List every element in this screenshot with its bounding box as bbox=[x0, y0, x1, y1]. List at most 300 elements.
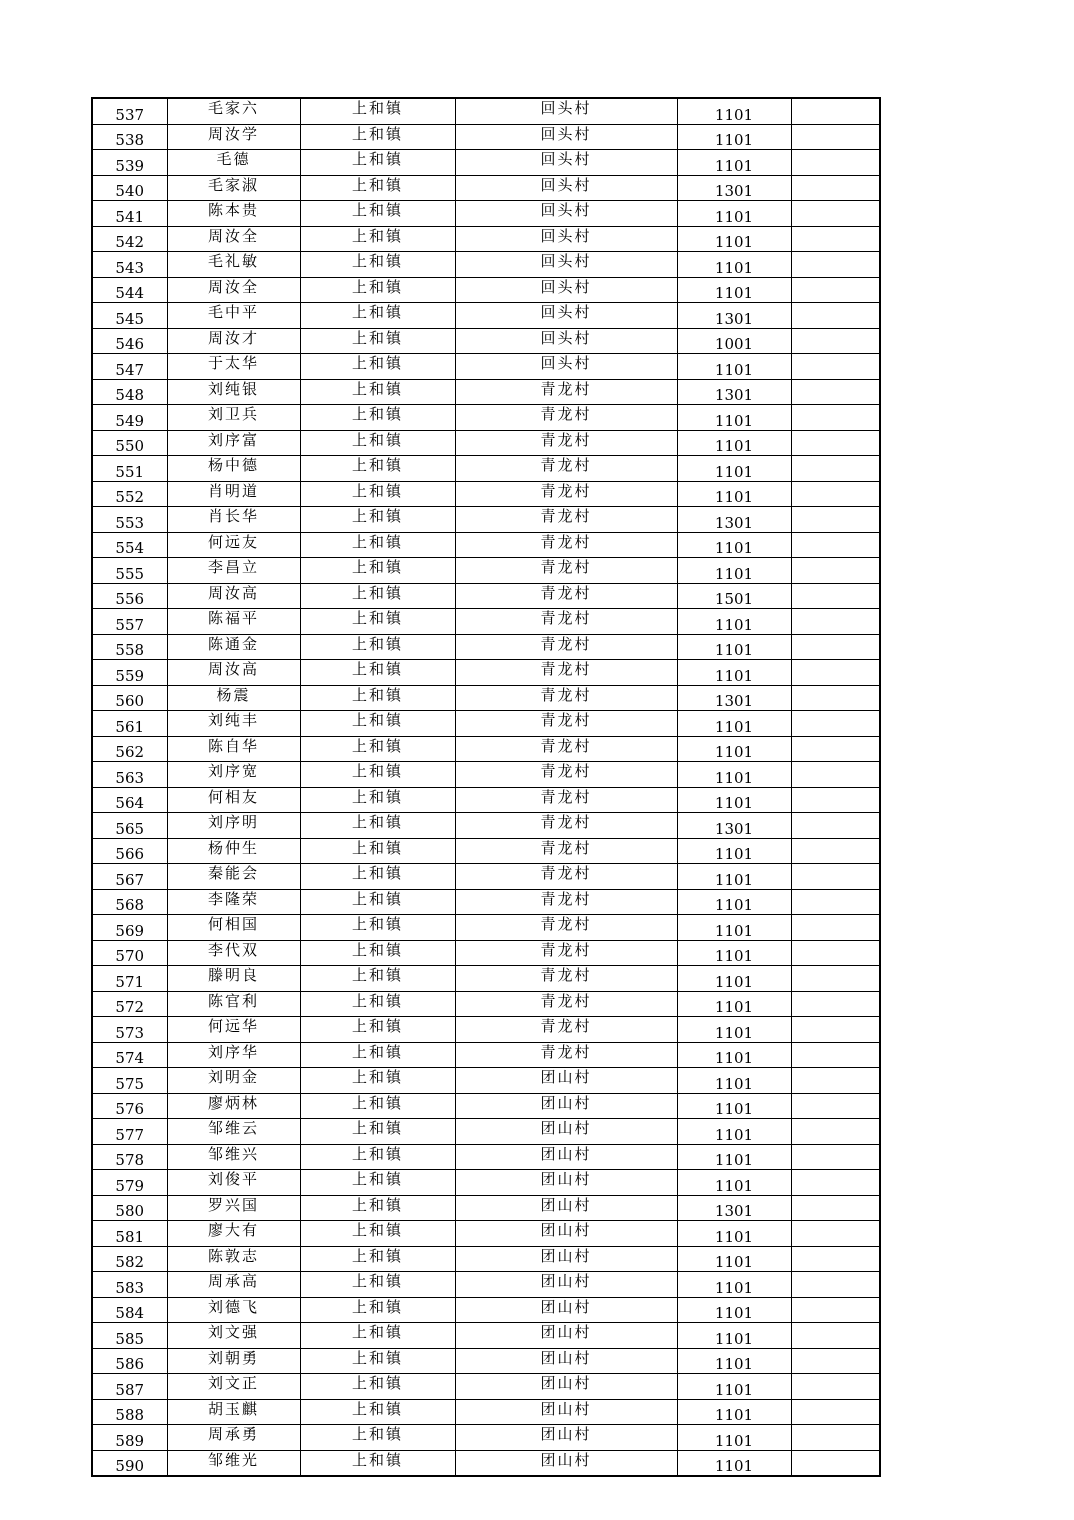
name-cell: 陈敦志 bbox=[167, 1246, 300, 1272]
town-cell: 上和镇 bbox=[300, 736, 455, 762]
blank-cell bbox=[791, 1246, 880, 1272]
row-number-cell: 567 bbox=[92, 864, 167, 890]
table-row bbox=[92, 1170, 880, 1196]
town-cell: 上和镇 bbox=[300, 1399, 455, 1425]
village-cell: 回头村 bbox=[455, 98, 677, 124]
name-cell: 李代双 bbox=[167, 940, 300, 966]
code-cell: 1101 bbox=[677, 124, 791, 150]
code-cell: 1101 bbox=[677, 277, 791, 303]
row-number-cell: 587 bbox=[92, 1374, 167, 1400]
table-row bbox=[92, 1093, 880, 1119]
village-cell: 回头村 bbox=[455, 175, 677, 201]
name-cell: 邹维光 bbox=[167, 1450, 300, 1476]
table-row bbox=[92, 303, 880, 329]
name-cell: 周承勇 bbox=[167, 1425, 300, 1451]
row-number-cell: 546 bbox=[92, 328, 167, 354]
name-cell: 刘俊平 bbox=[167, 1170, 300, 1196]
village-cell: 青龙村 bbox=[455, 532, 677, 558]
village-cell: 回头村 bbox=[455, 328, 677, 354]
town-cell: 上和镇 bbox=[300, 1450, 455, 1476]
town-cell: 上和镇 bbox=[300, 915, 455, 941]
row-number-cell: 549 bbox=[92, 405, 167, 431]
village-cell: 团山村 bbox=[455, 1170, 677, 1196]
blank-cell bbox=[791, 940, 880, 966]
blank-cell bbox=[791, 1093, 880, 1119]
row-number-cell: 550 bbox=[92, 430, 167, 456]
village-cell: 青龙村 bbox=[455, 558, 677, 584]
code-cell: 1101 bbox=[677, 1017, 791, 1043]
blank-cell bbox=[791, 1017, 880, 1043]
table-row bbox=[92, 277, 880, 303]
row-number-cell: 547 bbox=[92, 354, 167, 380]
blank-cell bbox=[791, 1221, 880, 1247]
code-cell: 1101 bbox=[677, 634, 791, 660]
blank-cell bbox=[791, 966, 880, 992]
blank-cell bbox=[791, 532, 880, 558]
blank-cell bbox=[791, 864, 880, 890]
table-row bbox=[92, 1374, 880, 1400]
village-cell: 青龙村 bbox=[455, 838, 677, 864]
town-cell: 上和镇 bbox=[300, 1144, 455, 1170]
blank-cell bbox=[791, 736, 880, 762]
table-row bbox=[92, 711, 880, 737]
row-number-cell: 584 bbox=[92, 1297, 167, 1323]
name-cell: 肖明道 bbox=[167, 481, 300, 507]
village-cell: 团山村 bbox=[455, 1374, 677, 1400]
row-number-cell: 551 bbox=[92, 456, 167, 482]
village-cell: 团山村 bbox=[455, 1144, 677, 1170]
village-cell: 青龙村 bbox=[455, 430, 677, 456]
blank-cell bbox=[791, 762, 880, 788]
name-cell: 胡玉麒 bbox=[167, 1399, 300, 1425]
row-number-cell: 562 bbox=[92, 736, 167, 762]
table-row bbox=[92, 1195, 880, 1221]
code-cell: 1101 bbox=[677, 405, 791, 431]
code-cell: 1101 bbox=[677, 711, 791, 737]
name-cell: 陈官利 bbox=[167, 991, 300, 1017]
town-cell: 上和镇 bbox=[300, 762, 455, 788]
row-number-cell: 585 bbox=[92, 1323, 167, 1349]
name-cell: 何相友 bbox=[167, 787, 300, 813]
row-number-cell: 570 bbox=[92, 940, 167, 966]
table-row bbox=[92, 1068, 880, 1094]
name-cell: 刘序宽 bbox=[167, 762, 300, 788]
code-cell: 1101 bbox=[677, 864, 791, 890]
code-cell: 1101 bbox=[677, 1297, 791, 1323]
village-cell: 青龙村 bbox=[455, 1017, 677, 1043]
blank-cell bbox=[791, 354, 880, 380]
blank-cell bbox=[791, 507, 880, 533]
name-cell: 刘朝勇 bbox=[167, 1348, 300, 1374]
town-cell: 上和镇 bbox=[300, 532, 455, 558]
village-cell: 团山村 bbox=[455, 1348, 677, 1374]
name-cell: 刘明金 bbox=[167, 1068, 300, 1094]
table-row bbox=[92, 864, 880, 890]
code-cell: 1101 bbox=[677, 736, 791, 762]
village-cell: 团山村 bbox=[455, 1119, 677, 1145]
village-cell: 青龙村 bbox=[455, 379, 677, 405]
blank-cell bbox=[791, 1144, 880, 1170]
blank-cell bbox=[791, 1399, 880, 1425]
table-row bbox=[92, 481, 880, 507]
table-row bbox=[92, 966, 880, 992]
table-row bbox=[92, 1272, 880, 1298]
name-cell: 刘文强 bbox=[167, 1323, 300, 1349]
blank-cell bbox=[791, 1195, 880, 1221]
table-row bbox=[92, 1348, 880, 1374]
name-cell: 陈自华 bbox=[167, 736, 300, 762]
town-cell: 上和镇 bbox=[300, 838, 455, 864]
name-cell: 陈本贵 bbox=[167, 201, 300, 227]
row-number-cell: 553 bbox=[92, 507, 167, 533]
town-cell: 上和镇 bbox=[300, 634, 455, 660]
village-cell: 青龙村 bbox=[455, 940, 677, 966]
code-cell: 1101 bbox=[677, 660, 791, 686]
row-number-cell: 541 bbox=[92, 201, 167, 227]
table-row bbox=[92, 1297, 880, 1323]
village-cell: 青龙村 bbox=[455, 915, 677, 941]
row-number-cell: 542 bbox=[92, 226, 167, 252]
code-cell: 1301 bbox=[677, 303, 791, 329]
code-cell: 1101 bbox=[677, 1374, 791, 1400]
table-row bbox=[92, 1221, 880, 1247]
table-row bbox=[92, 430, 880, 456]
name-cell: 廖大有 bbox=[167, 1221, 300, 1247]
row-number-cell: 574 bbox=[92, 1042, 167, 1068]
village-cell: 回头村 bbox=[455, 226, 677, 252]
name-cell: 周汝高 bbox=[167, 660, 300, 686]
village-cell: 青龙村 bbox=[455, 864, 677, 890]
name-cell: 肖长华 bbox=[167, 507, 300, 533]
row-number-cell: 572 bbox=[92, 991, 167, 1017]
table-row bbox=[92, 1017, 880, 1043]
village-cell: 回头村 bbox=[455, 201, 677, 227]
row-number-cell: 578 bbox=[92, 1144, 167, 1170]
code-cell: 1101 bbox=[677, 966, 791, 992]
row-number-cell: 555 bbox=[92, 558, 167, 584]
code-cell: 1101 bbox=[677, 787, 791, 813]
name-cell: 罗兴国 bbox=[167, 1195, 300, 1221]
village-cell: 青龙村 bbox=[455, 762, 677, 788]
code-cell: 1101 bbox=[677, 1450, 791, 1476]
name-cell: 毛中平 bbox=[167, 303, 300, 329]
code-cell: 1101 bbox=[677, 532, 791, 558]
row-number-cell: 583 bbox=[92, 1272, 167, 1298]
name-cell: 刘文正 bbox=[167, 1374, 300, 1400]
name-cell: 毛家淑 bbox=[167, 175, 300, 201]
table-row bbox=[92, 150, 880, 176]
town-cell: 上和镇 bbox=[300, 405, 455, 431]
table-row bbox=[92, 685, 880, 711]
code-cell: 1101 bbox=[677, 609, 791, 635]
village-cell: 团山村 bbox=[455, 1323, 677, 1349]
table-row bbox=[92, 838, 880, 864]
town-cell: 上和镇 bbox=[300, 1425, 455, 1451]
code-cell: 1101 bbox=[677, 1068, 791, 1094]
name-cell: 杨仲生 bbox=[167, 838, 300, 864]
town-cell: 上和镇 bbox=[300, 1170, 455, 1196]
blank-cell bbox=[791, 711, 880, 737]
town-cell: 上和镇 bbox=[300, 1348, 455, 1374]
code-cell: 1301 bbox=[677, 813, 791, 839]
name-cell: 刘纯银 bbox=[167, 379, 300, 405]
code-cell: 1301 bbox=[677, 1195, 791, 1221]
name-cell: 刘德飞 bbox=[167, 1297, 300, 1323]
row-number-cell: 537 bbox=[92, 98, 167, 124]
blank-cell bbox=[791, 660, 880, 686]
code-cell: 1101 bbox=[677, 838, 791, 864]
blank-cell bbox=[791, 1170, 880, 1196]
blank-cell bbox=[791, 277, 880, 303]
table-row bbox=[92, 1144, 880, 1170]
village-cell: 青龙村 bbox=[455, 685, 677, 711]
row-number-cell: 588 bbox=[92, 1399, 167, 1425]
code-cell: 1101 bbox=[677, 762, 791, 788]
code-cell: 1101 bbox=[677, 558, 791, 584]
village-cell: 青龙村 bbox=[455, 1042, 677, 1068]
row-number-cell: 580 bbox=[92, 1195, 167, 1221]
row-number-cell: 543 bbox=[92, 252, 167, 278]
village-cell: 回头村 bbox=[455, 150, 677, 176]
town-cell: 上和镇 bbox=[300, 1323, 455, 1349]
row-number-cell: 590 bbox=[92, 1450, 167, 1476]
village-cell: 团山村 bbox=[455, 1246, 677, 1272]
row-number-cell: 559 bbox=[92, 660, 167, 686]
town-cell: 上和镇 bbox=[300, 1297, 455, 1323]
blank-cell bbox=[791, 1348, 880, 1374]
row-number-cell: 571 bbox=[92, 966, 167, 992]
village-cell: 青龙村 bbox=[455, 405, 677, 431]
blank-cell bbox=[791, 1272, 880, 1298]
code-cell: 1301 bbox=[677, 507, 791, 533]
town-cell: 上和镇 bbox=[300, 1119, 455, 1145]
table-row bbox=[92, 124, 880, 150]
town-cell: 上和镇 bbox=[300, 660, 455, 686]
blank-cell bbox=[791, 583, 880, 609]
code-cell: 1101 bbox=[677, 915, 791, 941]
blank-cell bbox=[791, 201, 880, 227]
row-number-cell: 558 bbox=[92, 634, 167, 660]
village-cell: 团山村 bbox=[455, 1297, 677, 1323]
blank-cell bbox=[791, 456, 880, 482]
name-cell: 周汝全 bbox=[167, 277, 300, 303]
name-cell: 何远友 bbox=[167, 532, 300, 558]
blank-cell bbox=[791, 1297, 880, 1323]
row-number-cell: 565 bbox=[92, 813, 167, 839]
blank-cell bbox=[791, 838, 880, 864]
row-number-cell: 581 bbox=[92, 1221, 167, 1247]
row-number-cell: 566 bbox=[92, 838, 167, 864]
code-cell: 1101 bbox=[677, 1425, 791, 1451]
row-number-cell: 573 bbox=[92, 1017, 167, 1043]
name-cell: 刘序富 bbox=[167, 430, 300, 456]
blank-cell bbox=[791, 303, 880, 329]
table-row bbox=[92, 226, 880, 252]
village-cell: 青龙村 bbox=[455, 507, 677, 533]
village-cell: 回头村 bbox=[455, 252, 677, 278]
town-cell: 上和镇 bbox=[300, 609, 455, 635]
table-row bbox=[92, 201, 880, 227]
table-body bbox=[92, 98, 880, 1476]
blank-cell bbox=[791, 430, 880, 456]
table-row bbox=[92, 991, 880, 1017]
table-row bbox=[92, 1246, 880, 1272]
code-cell: 1301 bbox=[677, 175, 791, 201]
village-cell: 团山村 bbox=[455, 1272, 677, 1298]
town-cell: 上和镇 bbox=[300, 1068, 455, 1094]
row-number-cell: 563 bbox=[92, 762, 167, 788]
town-cell: 上和镇 bbox=[300, 98, 455, 124]
town-cell: 上和镇 bbox=[300, 150, 455, 176]
code-cell: 1101 bbox=[677, 1042, 791, 1068]
village-cell: 青龙村 bbox=[455, 711, 677, 737]
row-number-cell: 560 bbox=[92, 685, 167, 711]
code-cell: 1301 bbox=[677, 379, 791, 405]
blank-cell bbox=[791, 175, 880, 201]
blank-cell bbox=[791, 558, 880, 584]
town-cell: 上和镇 bbox=[300, 277, 455, 303]
table-row bbox=[92, 1399, 880, 1425]
name-cell: 刘卫兵 bbox=[167, 405, 300, 431]
row-number-cell: 545 bbox=[92, 303, 167, 329]
code-cell: 1101 bbox=[677, 252, 791, 278]
row-number-cell: 554 bbox=[92, 532, 167, 558]
town-cell: 上和镇 bbox=[300, 1272, 455, 1298]
village-cell: 回头村 bbox=[455, 354, 677, 380]
blank-cell bbox=[791, 124, 880, 150]
code-cell: 1101 bbox=[677, 1272, 791, 1298]
town-cell: 上和镇 bbox=[300, 1042, 455, 1068]
name-cell: 周汝全 bbox=[167, 226, 300, 252]
table-row bbox=[92, 660, 880, 686]
row-number-cell: 539 bbox=[92, 150, 167, 176]
name-cell: 邹维云 bbox=[167, 1119, 300, 1145]
town-cell: 上和镇 bbox=[300, 685, 455, 711]
name-cell: 杨震 bbox=[167, 685, 300, 711]
name-cell: 杨中德 bbox=[167, 456, 300, 482]
name-cell: 周汝高 bbox=[167, 583, 300, 609]
table-row bbox=[92, 609, 880, 635]
code-cell: 1101 bbox=[677, 991, 791, 1017]
code-cell: 1101 bbox=[677, 1348, 791, 1374]
table-row bbox=[92, 1450, 880, 1476]
table-row bbox=[92, 813, 880, 839]
town-cell: 上和镇 bbox=[300, 940, 455, 966]
town-cell: 上和镇 bbox=[300, 1221, 455, 1247]
village-cell: 团山村 bbox=[455, 1068, 677, 1094]
code-cell: 1101 bbox=[677, 1221, 791, 1247]
blank-cell bbox=[791, 1068, 880, 1094]
row-number-cell: 548 bbox=[92, 379, 167, 405]
row-number-cell: 556 bbox=[92, 583, 167, 609]
table-row bbox=[92, 532, 880, 558]
blank-cell bbox=[791, 1425, 880, 1451]
name-cell: 周汝才 bbox=[167, 328, 300, 354]
table-row bbox=[92, 583, 880, 609]
code-cell: 1101 bbox=[677, 1246, 791, 1272]
town-cell: 上和镇 bbox=[300, 201, 455, 227]
code-cell: 1301 bbox=[677, 685, 791, 711]
town-cell: 上和镇 bbox=[300, 787, 455, 813]
row-number-cell: 557 bbox=[92, 609, 167, 635]
town-cell: 上和镇 bbox=[300, 354, 455, 380]
village-cell: 青龙村 bbox=[455, 787, 677, 813]
row-number-cell: 538 bbox=[92, 124, 167, 150]
code-cell: 1101 bbox=[677, 150, 791, 176]
row-number-cell: 564 bbox=[92, 787, 167, 813]
name-cell: 于太华 bbox=[167, 354, 300, 380]
row-number-cell: 568 bbox=[92, 889, 167, 915]
name-cell: 刘序明 bbox=[167, 813, 300, 839]
table-row bbox=[92, 354, 880, 380]
village-cell: 回头村 bbox=[455, 124, 677, 150]
village-cell: 团山村 bbox=[455, 1425, 677, 1451]
code-cell: 1101 bbox=[677, 1119, 791, 1145]
row-number-cell: 582 bbox=[92, 1246, 167, 1272]
town-cell: 上和镇 bbox=[300, 991, 455, 1017]
code-cell: 1101 bbox=[677, 1093, 791, 1119]
town-cell: 上和镇 bbox=[300, 558, 455, 584]
name-cell: 廖炳林 bbox=[167, 1093, 300, 1119]
row-number-cell: 589 bbox=[92, 1425, 167, 1451]
blank-cell bbox=[791, 787, 880, 813]
row-number-cell: 569 bbox=[92, 915, 167, 941]
town-cell: 上和镇 bbox=[300, 813, 455, 839]
village-cell: 回头村 bbox=[455, 303, 677, 329]
blank-cell bbox=[791, 379, 880, 405]
code-cell: 1101 bbox=[677, 201, 791, 227]
code-cell: 1101 bbox=[677, 1170, 791, 1196]
blank-cell bbox=[791, 1374, 880, 1400]
blank-cell bbox=[791, 991, 880, 1017]
blank-cell bbox=[791, 98, 880, 124]
town-cell: 上和镇 bbox=[300, 1017, 455, 1043]
table-row bbox=[92, 787, 880, 813]
village-cell: 团山村 bbox=[455, 1195, 677, 1221]
town-cell: 上和镇 bbox=[300, 889, 455, 915]
name-cell: 刘序华 bbox=[167, 1042, 300, 1068]
table-row bbox=[92, 634, 880, 660]
blank-cell bbox=[791, 1323, 880, 1349]
blank-cell bbox=[791, 889, 880, 915]
village-cell: 青龙村 bbox=[455, 889, 677, 915]
blank-cell bbox=[791, 609, 880, 635]
village-cell: 团山村 bbox=[455, 1093, 677, 1119]
row-number-cell: 586 bbox=[92, 1348, 167, 1374]
town-cell: 上和镇 bbox=[300, 226, 455, 252]
table-row bbox=[92, 1042, 880, 1068]
village-cell: 回头村 bbox=[455, 277, 677, 303]
blank-cell bbox=[791, 226, 880, 252]
town-cell: 上和镇 bbox=[300, 379, 455, 405]
blank-cell bbox=[791, 328, 880, 354]
village-cell: 青龙村 bbox=[455, 991, 677, 1017]
name-cell: 毛家六 bbox=[167, 98, 300, 124]
blank-cell bbox=[791, 481, 880, 507]
name-cell: 陈福平 bbox=[167, 609, 300, 635]
table-row bbox=[92, 507, 880, 533]
village-cell: 青龙村 bbox=[455, 813, 677, 839]
town-cell: 上和镇 bbox=[300, 1374, 455, 1400]
village-cell: 团山村 bbox=[455, 1450, 677, 1476]
row-number-cell: 575 bbox=[92, 1068, 167, 1094]
code-cell: 1101 bbox=[677, 940, 791, 966]
name-cell: 毛德 bbox=[167, 150, 300, 176]
town-cell: 上和镇 bbox=[300, 507, 455, 533]
name-cell: 周汝学 bbox=[167, 124, 300, 150]
blank-cell bbox=[791, 150, 880, 176]
code-cell: 1101 bbox=[677, 1144, 791, 1170]
